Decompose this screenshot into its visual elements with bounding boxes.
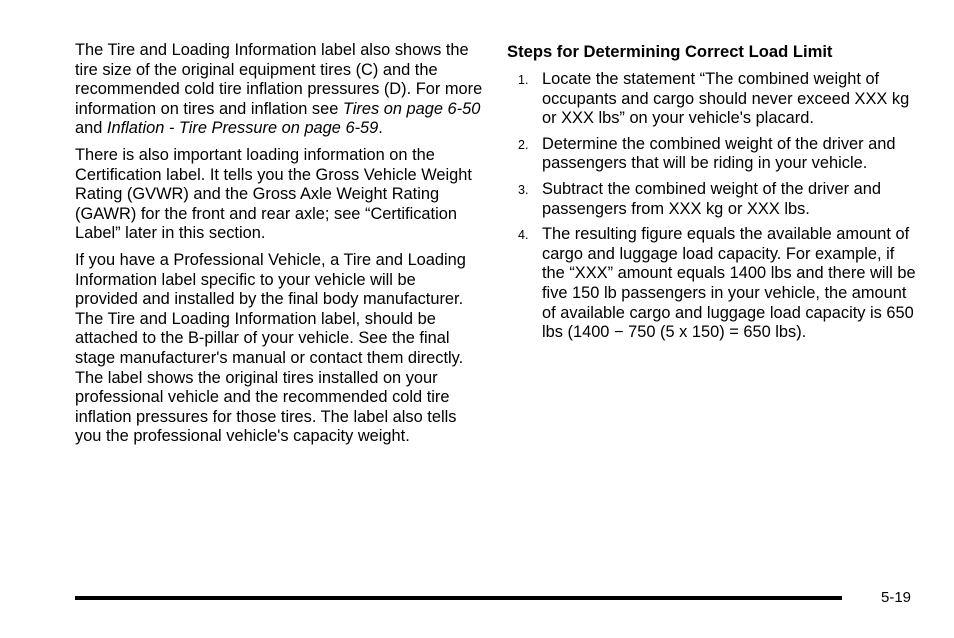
step-item [507,180,917,219]
tire-label-text-a: The Tire and Loading Information label also shows the tire size of the original equipment tires (C) and the recommended cold tire inflation pressures (D). For more information on tires and inflation see [75,41,483,118]
step-number: 2. [518,137,529,152]
step-number: 4. [518,228,529,243]
tire-label-text-c: . [378,119,383,138]
footer-rule [75,596,842,600]
tire-label-text-b: and [75,119,107,138]
step-text: Locate the statement “The combined weight of occupants and cargo should never exceed XXX kg or XXX lbs” on your vehicle's placard. [542,70,910,128]
left-column [75,41,483,454]
professional-vehicle-paragraph: If you have a Professional Vehicle, a Tire and Loading Information label specific to your vehicle will be provided and installed by the final body manufacturer. The Tire and Loading Information label, should be attached to the B-pillar of your vehicle. See the final stage manufacturer's manual or contact them directly. The label shows the original tires installed on your professional vehicle and the recommended cold tire inflation pressures for those tires. The label also tells you the professional vehicle's capacity weight. [75,250,466,446]
right-column [507,41,917,349]
step-item [507,70,917,129]
tires-cross-reference: Tires on page 6-50 [342,99,481,118]
steps-list [507,70,917,343]
certification-paragraph: There is also important loading information on the Certification label. It tells you the Gross Vehicle Weight Rating (GVWR) and the Gross Axle Weight Rating (GAWR) for the front and rear axle; see “Certification Label” later in this section. [75,145,472,243]
page-number: 5-19 [881,589,912,606]
tire-label-paragraph [75,41,483,139]
step-text: Determine the combined weight of the driver and passengers that will be riding in your vehicle. [542,134,896,173]
step-item [507,225,917,343]
step-item [507,135,917,174]
step-text: Subtract the combined weight of the driver and passengers from XXX kg or XXX lbs. [542,179,881,218]
inflation-cross-reference: Inflation - Tire Pressure on page 6-59 [106,119,379,138]
step-text: The resulting figure equals the available amount of cargo and luggage load capacity. For example, if the “XXX” amount equals 1400 lbs and there will be five 150 lb passengers in your vehicle, the amount of available cargo and luggage load capacity is 650 lbs (1400 − 750 (5 x 150) = 650 lbs). [542,225,916,342]
step-number: 3. [518,182,529,197]
section-heading: Steps for Determining Correct Load Limit [507,42,833,61]
step-number: 1. [518,73,529,87]
